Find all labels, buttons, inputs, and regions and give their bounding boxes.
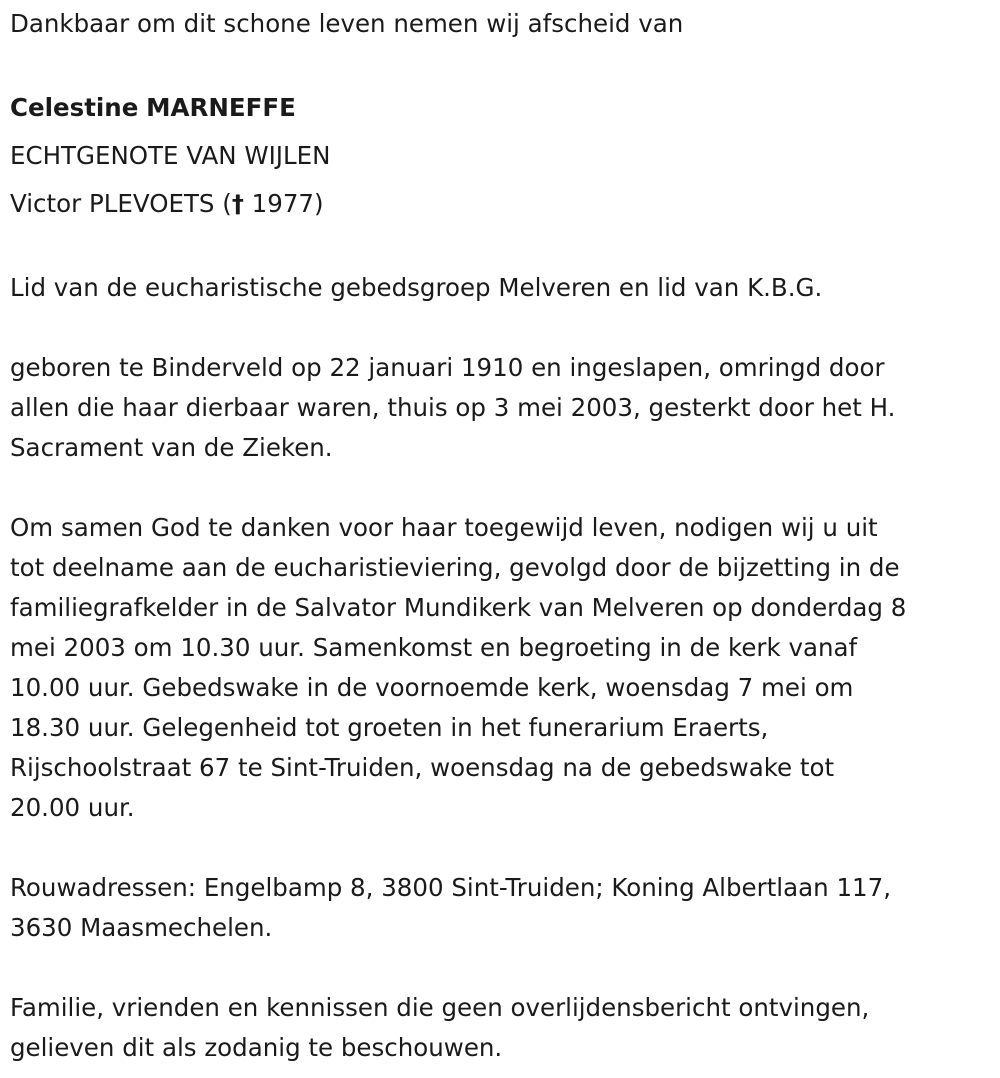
ceremony-paragraph — [10, 508, 994, 828]
membership-text: Lid van de eucharistische gebedsgroep Melveren en lid van K.B.G. — [10, 273, 823, 302]
paragraph-line: mei 2003 om 10.30 uur. Samenkomst en begroeting in de kerk vanaf — [10, 633, 858, 662]
deceased-name — [10, 84, 994, 132]
spouse-open-paren: ( — [222, 189, 232, 218]
paragraph-line: Sacrament van de Zieken. — [10, 433, 333, 462]
paragraph-line: 3630 Maasmechelen. — [10, 913, 273, 942]
spouse-line — [10, 180, 994, 228]
intro-text: Dankbaar om dit schone leven nemen wij afscheid van — [10, 9, 684, 38]
obituary-notice — [10, 4, 994, 1068]
spouse-name: Victor PLEVOETS — [10, 189, 215, 218]
paragraph-line: familiegrafkelder in de Salvator Mundikerk van Melveren op donderdag 8 — [10, 593, 907, 622]
paragraph-line: gelieven dit als zodanig te beschouwen. — [10, 1033, 503, 1062]
paragraph-line: Familie, vrienden en kennissen die geen overlijdensbericht ontvingen, — [10, 993, 870, 1022]
paragraph-line: tot deelname aan de eucharistieviering, gevolgd door de bijzetting in de — [10, 553, 900, 582]
spouse-death-year: 1977 — [251, 189, 314, 218]
spouse-title: ECHTGENOTE VAN WIJLEN — [10, 141, 331, 170]
paragraph-line: geboren te Binderveld op 22 januari 1910 en ingeslapen, omringd door — [10, 353, 885, 382]
cross-icon: † — [231, 190, 244, 218]
deceased-last-name: MARNEFFE — [146, 93, 296, 122]
birth-death-paragraph — [10, 348, 994, 468]
paragraph-line: 20.00 uur. — [10, 793, 135, 822]
closing-paragraph — [10, 988, 994, 1068]
paragraph-line: Om samen God te danken voor haar toegewijd leven, nodigen wij u uit — [10, 513, 878, 542]
address-paragraph — [10, 868, 994, 948]
paragraph-line: Rouwadressen: Engelbamp 8, 3800 Sint-Truiden; Koning Albertlaan 117, — [10, 873, 891, 902]
paragraph-line: allen die haar dierbaar waren, thuis op 3 mei 2003, gesterkt door het H. — [10, 393, 896, 422]
deceased-first-name: Celestine — [10, 93, 139, 122]
paragraph-line: 10.00 uur. Gebedswake in de voornoemde kerk, woensdag 7 mei om — [10, 673, 854, 702]
spouse-close-paren: ) — [314, 189, 324, 218]
paragraph-line: Rijschoolstraat 67 te Sint-Truiden, woensdag na de gebedswake tot — [10, 753, 835, 782]
paragraph-line: 18.30 uur. Gelegenheid tot groeten in het funerarium Eraerts, — [10, 713, 769, 742]
membership-paragraph — [10, 268, 994, 308]
